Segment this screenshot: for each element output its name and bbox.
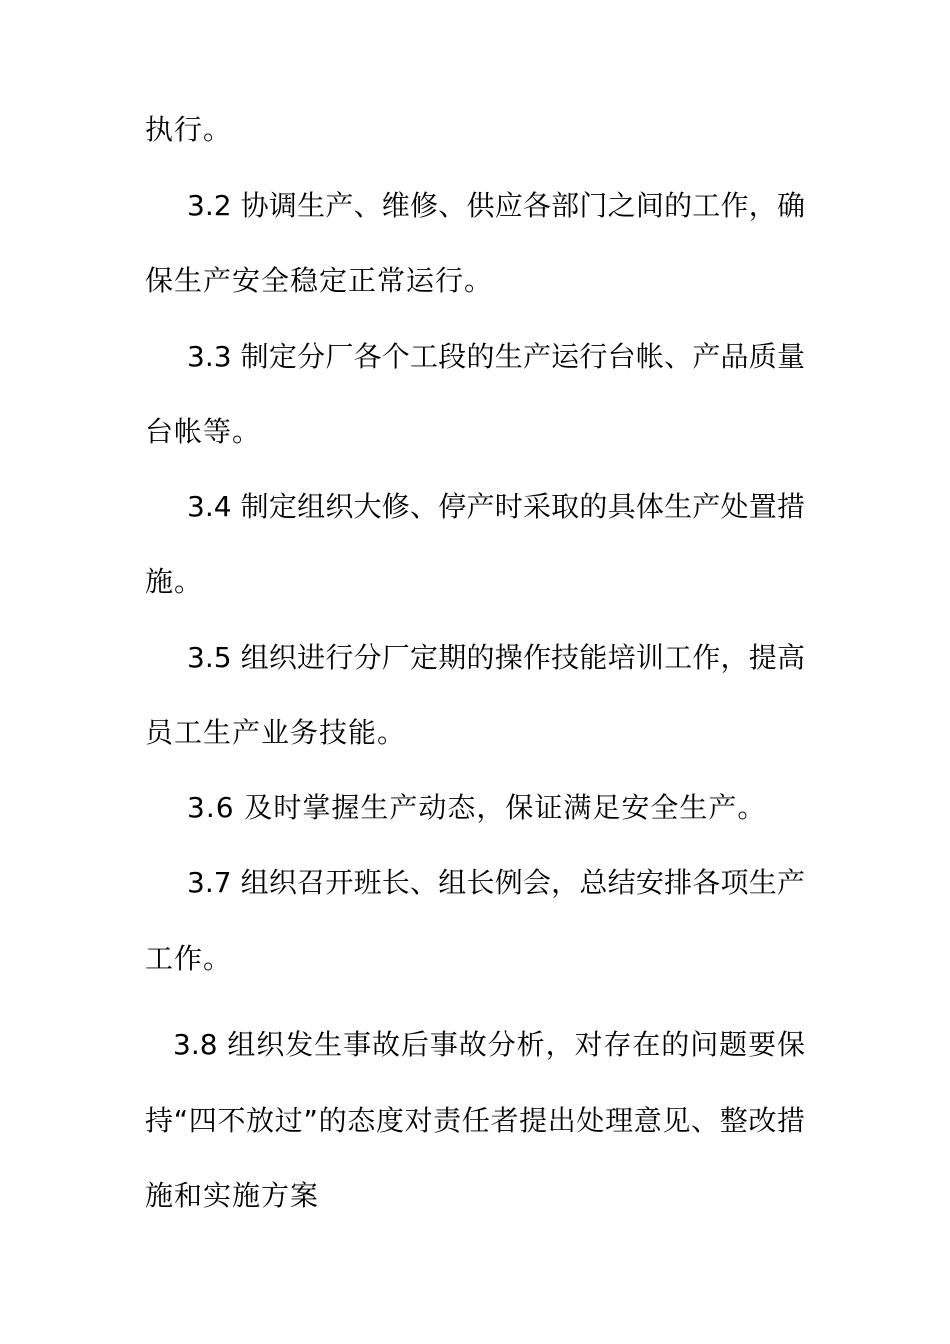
text-line-3: 保生产安全稳定正常运行。 [145, 264, 494, 297]
text-line-15: 施和实施方案 [145, 1179, 320, 1212]
text-line-5: 台帐等。 [145, 415, 262, 448]
text-line-11: 3.7 组织召开班长、组长例会，总结安排各项生产 [187, 866, 805, 899]
text-line-14: 持“四不放过”的态度对责任者提出处理意见、整改措 [145, 1104, 805, 1137]
text-line-13: 3.8 组织发生事故后事故分析，对存在的问题要保 [173, 1028, 805, 1061]
text-line-7: 施。 [145, 565, 204, 598]
text-line-1: 执行。 [145, 113, 233, 146]
text-line-2: 3.2 协调生产、维修、供应各部门之间的工作，确 [187, 189, 805, 222]
text-line-12: 工作。 [145, 942, 233, 975]
text-line-9: 员工生产业务技能。 [145, 716, 407, 749]
text-line-4: 3.3 制定分厂各个工段的生产运行台帐、产品质量 [187, 340, 805, 373]
text-line-6: 3.4 制定组织大修、停产时采取的具体生产处置措 [187, 490, 805, 523]
text-line-10: 3.6 及时掌握生产动态，保证满足安全生产。 [187, 791, 767, 824]
text-line-8: 3.5 组织进行分厂定期的操作技能培训工作，提高 [187, 641, 805, 674]
